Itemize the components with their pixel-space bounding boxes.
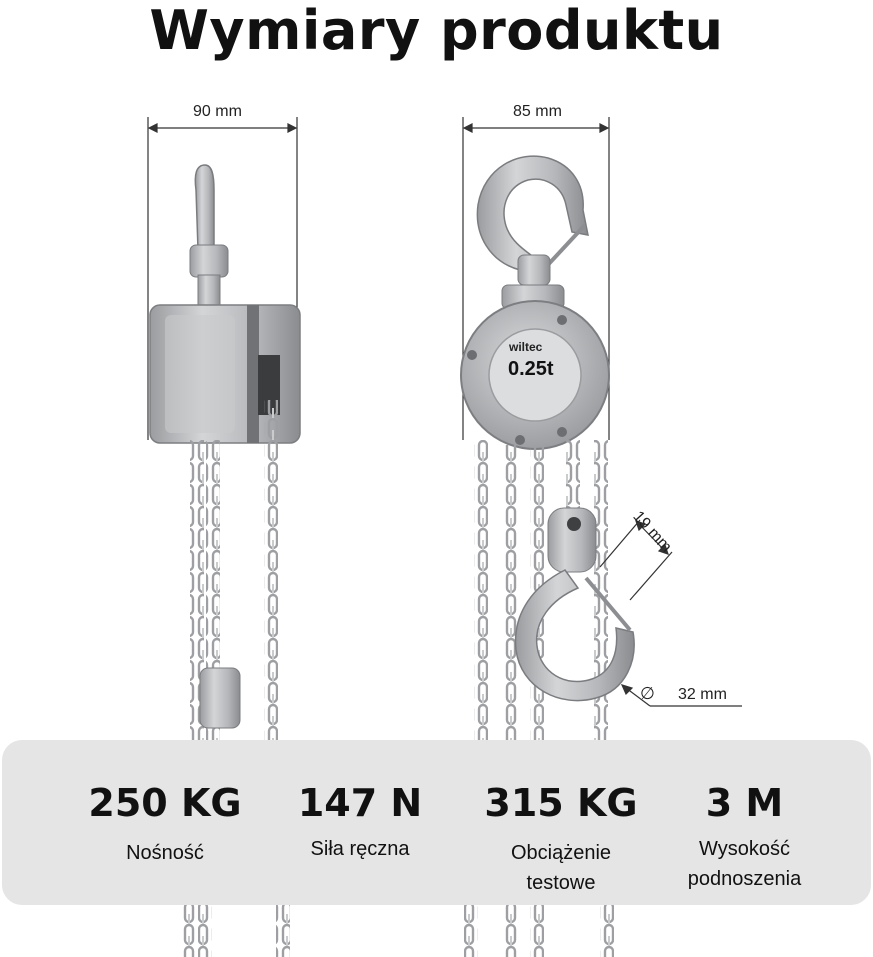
brand-logo: wiltec: [509, 340, 543, 354]
diameter-symbol: ∅: [640, 684, 655, 703]
spec-value: 147 N: [297, 781, 423, 825]
spec-label: Siła ręczna: [310, 838, 410, 860]
hook-throat-label: 19 mm: [629, 508, 675, 556]
spec-value: 315 KG: [484, 781, 638, 825]
spec-label: Obciążenie testowe: [510, 842, 612, 894]
page-title: Wymiary produktu: [149, 0, 724, 62]
spec-label: Wysokość podnoszenia: [687, 838, 802, 890]
spec-value: 250 KG: [88, 781, 242, 825]
spec-capacity: [70, 782, 260, 868]
width-label-left: 90 mm: [193, 103, 242, 120]
spec-hand-force: [270, 782, 450, 864]
capacity-plate: 0.25t: [508, 358, 554, 380]
spec-test-load: [464, 782, 658, 898]
specs-panel: [2, 740, 871, 905]
spec-lift-height: [662, 782, 827, 894]
hook-diameter-label: 32 mm: [678, 686, 727, 703]
width-label-right: 85 mm: [513, 103, 562, 120]
spec-label: Nośność: [126, 842, 204, 864]
spec-value: 3 M: [705, 781, 784, 825]
